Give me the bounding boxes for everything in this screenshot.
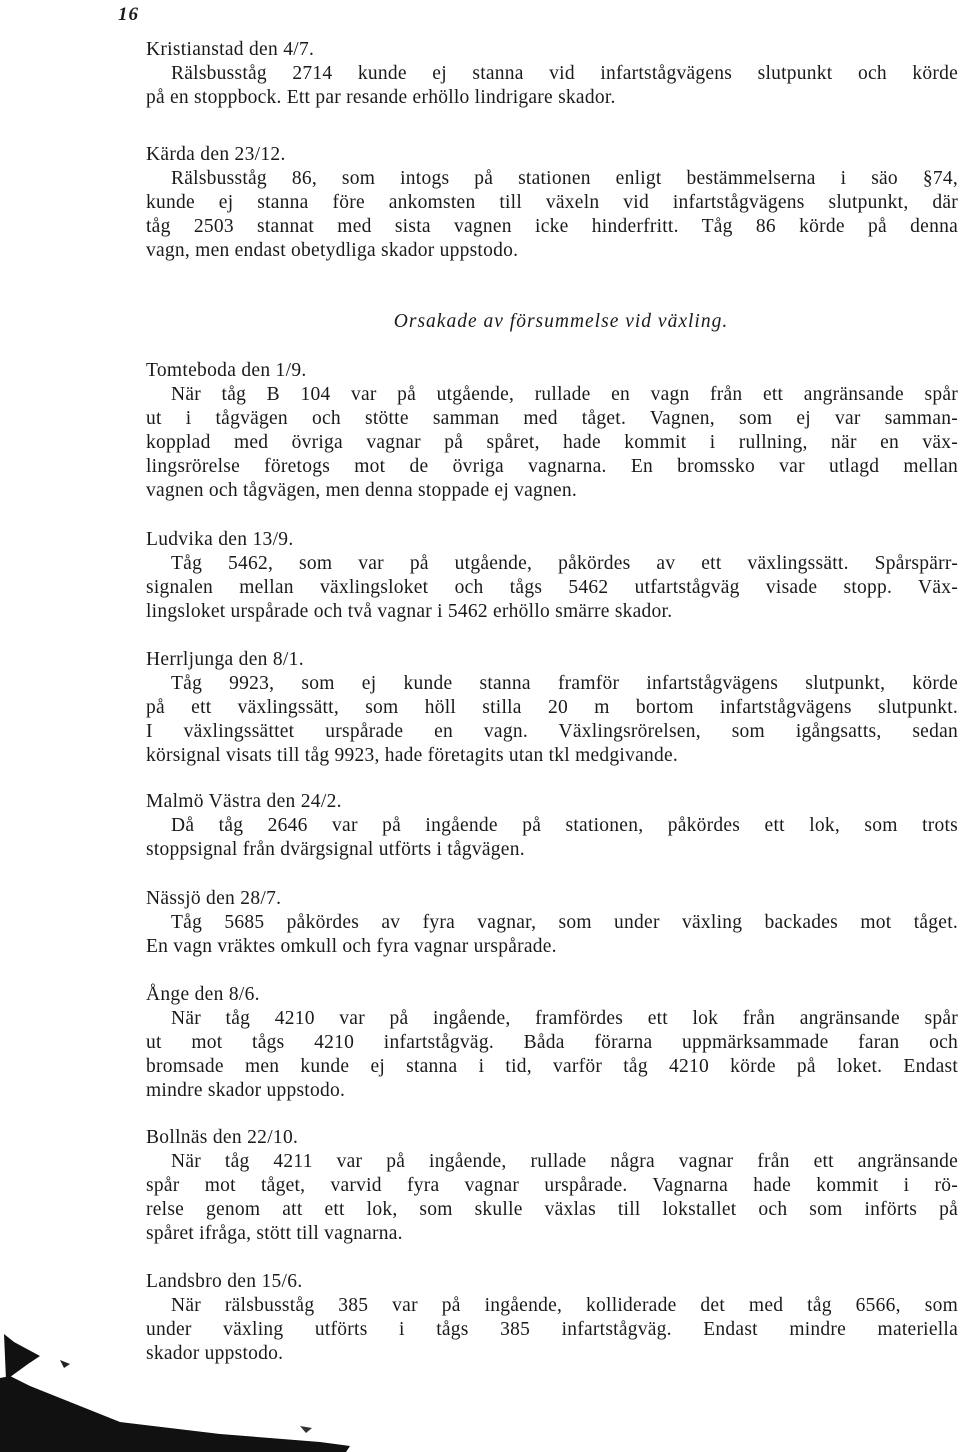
- incident-entry: [146, 1126, 958, 1246]
- section-heading: [0, 311, 960, 333]
- entry-text-line: relse genom att ett lok, som skulle växlas till lokstallet och som införts på: [146, 1199, 958, 1220]
- entry-heading: Bollnäs den 22/10.: [146, 1127, 299, 1148]
- entry-text-line: I växlingssättet urspårade en vagn. Växlingsrörelsen, som igångsatts, sedan: [146, 721, 958, 742]
- entry-heading: Landsbro den 15/6.: [146, 1271, 303, 1292]
- entry-text-line: vagnen och tågvägen, men denna stoppade ej vagnen.: [146, 480, 578, 501]
- entry-heading: Kärda den 23/12.: [146, 144, 286, 165]
- incident-entry: [146, 648, 958, 768]
- incident-entry: [146, 983, 958, 1103]
- entry-heading: Tomteboda den 1/9.: [146, 360, 307, 381]
- entry-text-line: mindre skador uppstodo.: [146, 1080, 346, 1101]
- entry-heading: Ånge den 8/6.: [146, 984, 260, 1005]
- entry-text-line: Tåg 5462, som var på utgående, påkördes av ett växlingssätt. Spårspärr-: [171, 553, 958, 574]
- entry-text-line: kopplad med övriga vagnar på spåret, hade kommit i rullning, när en väx-: [146, 432, 958, 453]
- section-heading-text: Orsakade av försummelse vid växling.: [393, 311, 729, 332]
- incident-entry: [146, 790, 958, 862]
- entry-heading: Kristianstad den 4/7.: [146, 39, 315, 60]
- entry-heading: Malmö Västra den 24/2.: [146, 791, 342, 812]
- entry-text-line: spåret ifråga, stött till vagnarna.: [146, 1223, 403, 1244]
- entry-text-line: När tåg 4211 var på ingående, rullade några vagnar från ett angränsande: [171, 1151, 958, 1172]
- entry-heading: Ludvika den 13/9.: [146, 529, 294, 550]
- entry-text-line: stoppsignal från dvärgsignal utförts i tågvägen.: [146, 839, 525, 860]
- incident-entry: [146, 38, 958, 110]
- entry-text-line: Tåg 5685 påkördes av fyra vagnar, som under växling backades mot tåget.: [171, 912, 958, 933]
- entry-text-line: körsignal visats till tåg 9923, hade företagits utan tkl medgivande.: [146, 745, 679, 766]
- entry-heading: Herrljunga den 8/1.: [146, 649, 304, 670]
- entry-text-line: skador uppstodo.: [146, 1343, 284, 1364]
- entry-text-line: bromsade men kunde ej stanna i tid, varför tåg 4210 körde på loket. Endast: [146, 1056, 958, 1077]
- entry-text-line: Tåg 9923, som ej kunde stanna framför infartstågvägens slutpunkt, körde: [171, 673, 958, 694]
- entry-text-line: ut i tågvägen och stötte samman med tåget. Vagnen, som ej var samman-: [146, 408, 958, 429]
- entry-text-line: Rälsbusståg 2714 kunde ej stanna vid infartstågvägens slutpunkt och körde: [171, 63, 958, 84]
- scan-edge-artifact: [0, 1330, 360, 1452]
- entry-text-line: kunde ej stanna före ankomsten till växeln vid infartstågvägens slutpunkt, där: [146, 192, 958, 213]
- entry-text-line: När tåg 4210 var på ingående, framfördes ett lok från angränsande spår: [171, 1008, 958, 1029]
- entry-text-line: lingsrörelse företogs mot de övriga vagnarna. En bromssko var utlagd mellan: [146, 456, 958, 477]
- entry-text-line: ut mot tågs 4210 infartstågväg. Båda förarna uppmärksammade faran och: [146, 1032, 958, 1053]
- entry-text-line: spår mot tåget, varvid fyra vagnar urspårade. Vagnarna hade kommit i rö-: [146, 1175, 958, 1196]
- page-number: 16: [118, 4, 139, 25]
- entry-text-line: En vagn vräktes omkull och fyra vagnar urspårade.: [146, 936, 557, 957]
- incident-entry: [146, 887, 958, 959]
- entry-text-line: på en stoppbock. Ett par resande erhöllo lindrigare skador.: [146, 87, 616, 108]
- entry-text-line: När rälsbusståg 385 var på ingående, kolliderade det med tåg 6566, som: [171, 1295, 958, 1316]
- entry-text-line: på ett växlingssätt, som höll stilla 20 m bortom infartstågvägens slutpunkt.: [146, 697, 958, 718]
- entry-text-line: Rälsbusståg 86, som intogs på stationen enligt bestämmelserna i säo §74,: [171, 168, 958, 189]
- entry-text-line: När tåg B 104 var på utgående, rullade en vagn från ett angränsande spår: [171, 384, 958, 405]
- entry-text-line: signalen mellan växlingsloket och tågs 5462 utfartstågväg visade stopp. Väx-: [146, 577, 958, 598]
- entry-text-line: lingsloket urspårade och två vagnar i 5462 erhöllo smärre skador.: [146, 601, 673, 622]
- entry-text-line: under växling utförts i tågs 385 infartstågväg. Endast mindre materiella: [146, 1319, 958, 1340]
- incident-entry: [146, 143, 958, 263]
- entry-text-line: Då tåg 2646 var på ingående på stationen, påkördes ett lok, som trots: [171, 815, 958, 836]
- incident-entry: [146, 528, 958, 624]
- entry-heading: Nässjö den 28/7.: [146, 888, 282, 909]
- incident-entry: [146, 359, 958, 503]
- entry-text-line: vagn, men endast obetydliga skador uppstodo.: [146, 240, 519, 261]
- entry-text-line: tåg 2503 stannat med sista vagnen icke hinderfritt. Tåg 86 körde på denna: [146, 216, 958, 237]
